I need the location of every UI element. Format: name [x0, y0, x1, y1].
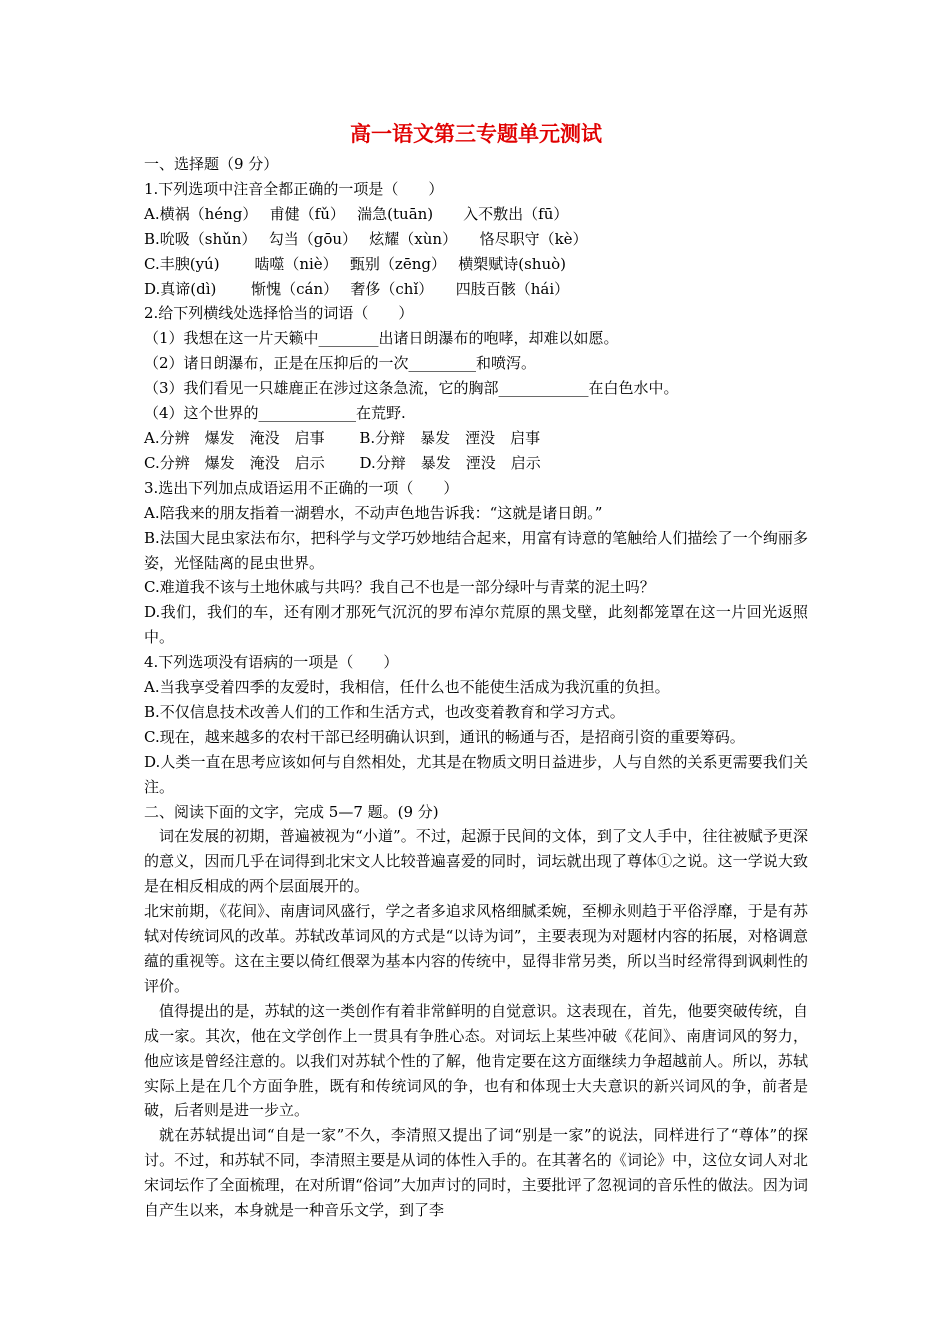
- text-line: A.陪我来的朋友指着一湖碧水，不动声色地告诉我：“这就是诸日朗。”: [144, 503, 603, 522]
- text-paragraph: 4.下列选项没有语病的一项是（ ）: [144, 653, 399, 672]
- text-line: 一、选择题（9 分）: [144, 155, 279, 173]
- text-line: B.吮吸（shǔn） 勾当（gōu） 炫耀（xùn） 恪尽职守（kè）: [144, 229, 588, 248]
- text-paragraph: 值得提出的是，苏轼的这一类创作有着非常鲜明的自觉意识。这表现在，首先，他要突破传统，自成一家。其次，他在文学创作上一贯具有争胜心态。对词坛上某些冲破《花间》、南唐词风的努力，他应该是曾经注意的。以我们对苏轼个性的了解，他肯定要在这方面继续力争超越前人。所以，苏轼实际上是在几个方面争胜，既有和传统词风的争，也有和体现士大夫意识的新兴词风的争，前者是破，后者则是进一步立。: [144, 1001, 808, 1120]
- text-line: 1.下列选项中注音全都正确的一项是（ ）: [144, 179, 444, 198]
- text-line: （1）我想在这一片天籁中________出诸日朗瀑布的咆哮，却难以如愿。: [144, 329, 619, 348]
- question-paragraphs: [144, 526, 808, 1223]
- question-lines: [144, 152, 808, 526]
- text-line: D.真谛(dì) 惭愧（cán） 奢侈（chǐ） 四肢百骸（hái）: [144, 279, 570, 298]
- text-paragraph: 词在发展的初期，普遍被视为“小道”。不过，起源于民间的文体，到了文人手中，往往被赋予更深的意义，因而几乎在词得到北宋文人比较普遍喜爱的同时，词坛就出现了尊体①之说。这一学说大致是在相反相成的两个层面展开的。: [144, 827, 808, 896]
- text-line: C.丰腴(yú) 啮噬（niè） 甄别（zēng） 横槊赋诗(shuò): [144, 254, 566, 273]
- text-paragraph: C.现在，越来越多的农村干部已经明确认识到，通讯的畅通与否，是招商引资的重要筹码。: [144, 727, 745, 746]
- text-line: A.分辨 爆发 淹没 启事 B.分辩 暴发 湮没 启事: [144, 428, 541, 447]
- text-line: A.横祸（héng） 甫健（fǔ） 湍急(tuān) 入不敷出（fū）: [144, 204, 569, 223]
- text-paragraph: B.法国大昆虫家法布尔，把科学与文学巧妙地结合起来，用富有诗意的笔触给人们描绘了一个绚丽多姿，光怪陆离的昆虫世界。: [144, 528, 808, 572]
- text-line: 2.给下列横线处选择恰当的词语（ ）: [144, 304, 414, 323]
- text-paragraph: 北宋前期，《花间》、南唐词风盛行，学之者多追求风格细腻柔婉，至柳永则趋于平俗浮靡，于是有苏轼对传统词风的改革。苏轼改革词风的方式是“以诗为词”，主要表现为对题材内容的拓展，对格调意蕴的重视等。这在主要以倚红偎翠为基本内容的传统中，显得非常另类，所以当时经常得到讽刺性的评价。: [144, 902, 808, 995]
- document-page: [144, 120, 808, 1223]
- text-paragraph: 二、阅读下面的文字，完成 5—7 题。(9 分): [144, 802, 439, 821]
- text-line: （3）我们看见一只雄鹿正在涉过这条急流，它的胸部____________在白色水中。: [144, 379, 679, 398]
- text-paragraph: D.人类一直在思考应该如何与自然相处，尤其是在物质文明日益进步，人与自然的关系更需要我们关注。: [144, 752, 808, 796]
- text-line: （2）诸日朗瀑布，正是在压抑后的一次_________和喷泻。: [144, 354, 537, 373]
- text-paragraph: B.不仅信息技术改善人们的工作和生活方式，也改变着教育和学习方式。: [144, 702, 625, 721]
- text-paragraph: 就在苏轼提出词“自是一家”不久，李清照又提出了词“别是一家”的说法，同样进行了“尊体”的探讨。不过，和苏轼不同，李清照主要是从词的体性入手的。在其著名的《词论》中，这位女词人对北宋词坛作了全面梳理，在对所谓“俗词”大加声讨的同时，主要批评了忽视词的音乐性的做法。因为词自产生以来，本身就是一种音乐文学，到了李: [144, 1126, 808, 1220]
- text-line: C.分辨 爆发 淹没 启示 D.分辩 暴发 湮没 启示: [144, 453, 541, 472]
- text-paragraph: A.当我享受着四季的友爱时，我相信，任什么也不能使生活成为我沉重的负担。: [144, 678, 670, 697]
- text-line: 3.选出下列加点成语运用不正确的一项（ ）: [144, 478, 459, 497]
- text-paragraph: C.难道我不该与土地休戚与共吗？我自己不也是一部分绿叶与青菜的泥土吗？: [144, 578, 655, 597]
- document-title: 高一语文第三专题单元测试: [350, 122, 602, 146]
- text-line: （4）这个世界的_____________在荒野.: [144, 404, 406, 423]
- text-paragraph: D.我们，我们的车，还有刚才那死气沉沉的罗布淖尔荒原的黑戈壁，此刻都笼罩在这一片回光返照中。: [144, 603, 808, 647]
